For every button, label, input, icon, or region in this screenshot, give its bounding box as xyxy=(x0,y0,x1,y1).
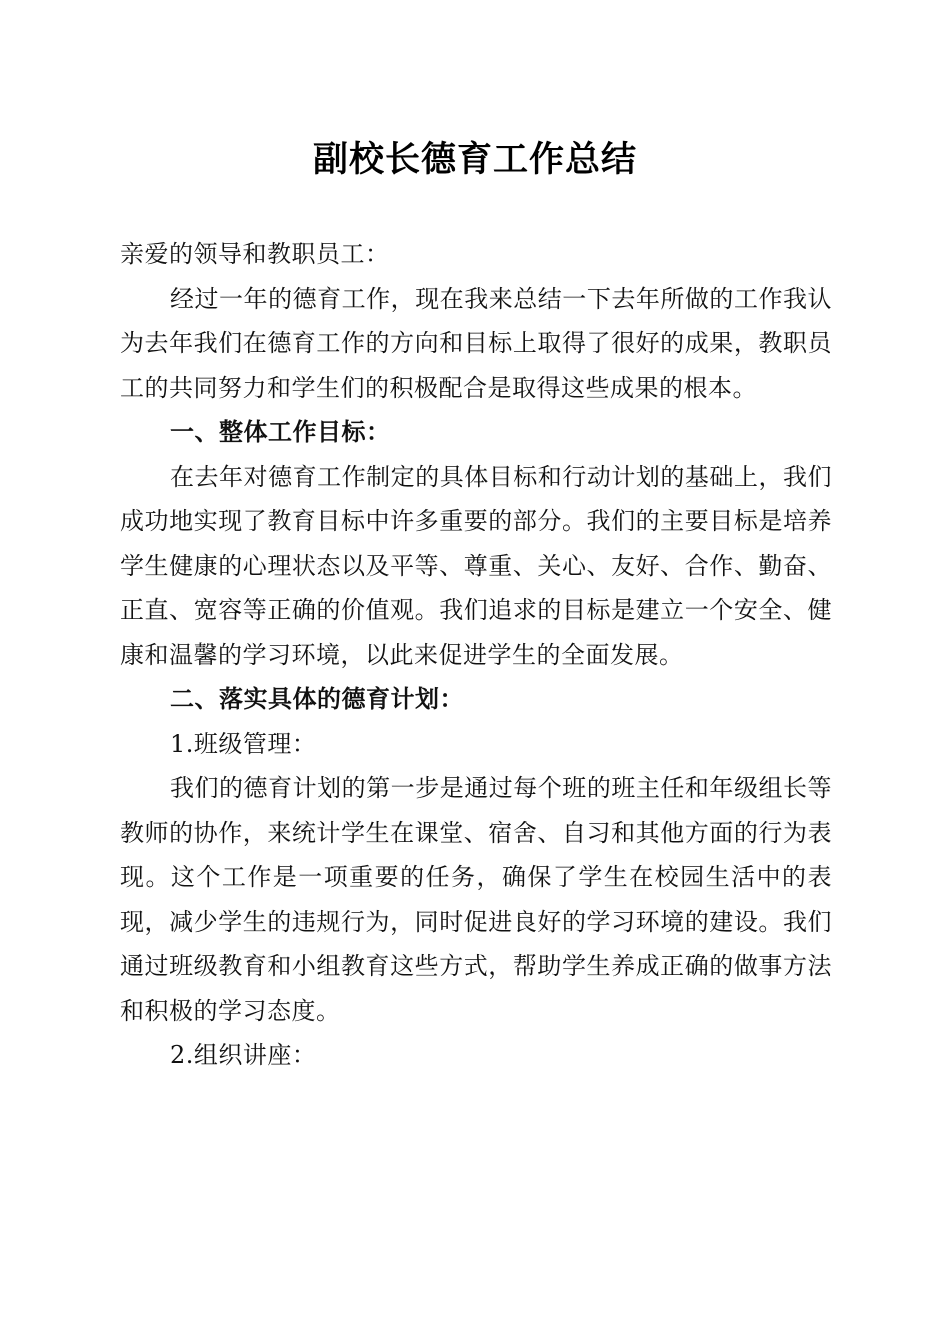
salutation: 亲爱的领导和教职员工： xyxy=(120,240,390,268)
document-title: 副校长德育工作总结 xyxy=(312,140,637,180)
intro-paragraph: 经过一年的德育工作，现在我来总结一下去年所做的工作我认为去年我们在德育工作的方向和目标上取得了很好的成果，教职员工的共同努力和学生们的积极配合是取得这些成果的根本。 xyxy=(120,284,832,402)
class-management-paragraph: 我们的德育计划的第一步是通过每个班的班主任和年级组长等教师的协作，来统计学生在课堂、宿舍、自习和其他方面的行为表现。这个工作是一项重要的任务，确保了学生在校园生活中的表现，减少学生的违规行为，同时促进良好的学习环境的建设。我们通过班级教育和小组教育这些方式，帮助学生养成正确的做事方法和积极的学习态度。 xyxy=(120,774,832,1025)
document-body xyxy=(120,232,832,1078)
section-heading-overall-goals: 一、整体工作目标： xyxy=(170,418,391,446)
subheading-class-management: 1.班级管理： xyxy=(170,729,317,758)
subheading-lectures: 2.组织讲座： xyxy=(170,1041,317,1069)
section-heading-moral-plan: 二、落实具体的德育计划： xyxy=(170,685,464,713)
overall-goals-paragraph: 在去年对德育工作制定的具体目标和行动计划的基础上，我们成功地实现了教育目标中许多重要的部分。我们的主要目标是培养学生健康的心理状态以及平等、尊重、关心、友好、合作、勤奋、正直、宽容等正确的价值观。我们追求的目标是建立一个安全、健康和温馨的学习环境，以此来促进学生的全面发展。 xyxy=(120,462,832,669)
